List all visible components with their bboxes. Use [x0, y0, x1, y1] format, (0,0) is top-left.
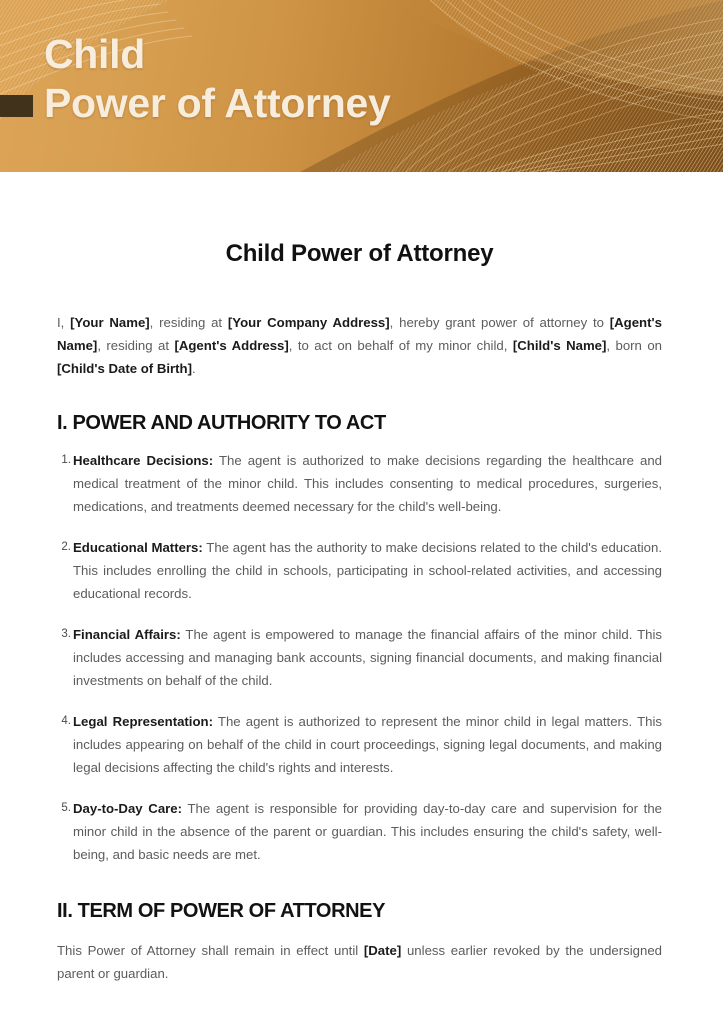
list-item-text: The agent is authorized to represent the minor child in legal matters. This includes appearing on behalf of the child in court proceedings, signing legal documents, and making legal decisions affecting the child's rights and interests.: [73, 714, 662, 775]
placeholder-childs-date-of-birth: [Child's Date of Birth]: [57, 361, 193, 376]
list-item: [57, 623, 662, 710]
list-item: [57, 536, 662, 623]
list-item-body: [73, 801, 662, 862]
list-item-term: Day-to-Day Care:: [73, 801, 183, 816]
banner-accent-block: [0, 95, 33, 117]
list-item-term: Legal Representation:: [73, 714, 213, 729]
placeholder-childs-name: [Child's Name]: [512, 338, 607, 353]
page-title: Child Power of Attorney: [225, 240, 494, 267]
list-item-term: Healthcare Decisions:: [73, 453, 214, 468]
list-item-text: The agent has the authority to make decisions related to the child's education. This includes enrolling the child in schools, participating in school-related activities, and accessing educational records.: [73, 540, 662, 601]
intro-text-3: , hereby grant power of attorney to: [389, 315, 610, 330]
list-item-body: [73, 627, 662, 688]
document-header-banner: [0, 0, 723, 172]
intro-text-6: , born on: [606, 338, 662, 353]
term-text-2: unless earlier revoked by the undersigned parent or guardian.: [57, 943, 662, 981]
list-item-body: [73, 714, 662, 775]
intro-text-1: I,: [57, 315, 71, 330]
list-item-body: [73, 540, 662, 601]
intro-text-2: , residing at: [149, 315, 228, 330]
placeholder-agents-name: [Agent's Name]: [57, 315, 662, 353]
list-marker: 3.: [61, 628, 71, 640]
banner-title-line-2: Power of Attorney: [44, 80, 391, 126]
placeholder-your-company-address: [Your Company Address]: [227, 315, 390, 330]
term-paragraph: [57, 923, 662, 985]
intro-paragraph: [57, 268, 662, 380]
list-marker: 5.: [61, 802, 71, 814]
list-item-term: Educational Matters:: [73, 540, 203, 555]
document-page: [0, 172, 723, 985]
list-item: [57, 710, 662, 797]
placeholder-agents-address: [Agent's Address]: [174, 338, 289, 353]
intro-text-7: .: [192, 361, 196, 376]
list-item-text: The agent is authorized to make decisions regarding the healthcare and medical treatment of the minor child. This includes consenting to medical procedures, surgeries, medications, and treatments deemed necessary for the child's well-being.: [73, 453, 662, 514]
banner-title: [44, 30, 390, 128]
list-marker: 4.: [61, 715, 71, 727]
placeholder-date: [Date]: [363, 943, 402, 958]
list-item-term: Financial Affairs:: [73, 627, 181, 642]
list-marker: 2.: [61, 541, 71, 553]
term-text-1: This Power of Attorney shall remain in effect until: [57, 943, 364, 958]
list-item: [57, 449, 662, 536]
list-item: [57, 797, 662, 866]
banner-title-line-1: Child: [44, 31, 145, 77]
section-heading-2: II. TERM OF POWER OF ATTORNEY: [57, 900, 386, 922]
intro-text-4: , residing at: [97, 338, 175, 353]
list-item-text: The agent is responsible for providing day-to-day care and supervision for the minor child in the absence of the parent or guardian. This includes ensuring the child's safety, well-being, and basic needs are met.: [73, 801, 662, 862]
intro-text-5: , to act on behalf of my minor child,: [288, 338, 513, 353]
list-marker: 1.: [61, 454, 71, 466]
list-item-text: The agent is empowered to manage the financial affairs of the minor child. This includes accessing and managing bank accounts, signing financial documents, and making financial investments on behalf of the child.: [73, 627, 662, 688]
list-item-body: [73, 453, 662, 514]
placeholder-your-name: [Your Name]: [70, 315, 150, 330]
section-heading-1: I. POWER AND AUTHORITY TO ACT: [57, 412, 386, 434]
power-and-authority-list: [57, 435, 662, 866]
